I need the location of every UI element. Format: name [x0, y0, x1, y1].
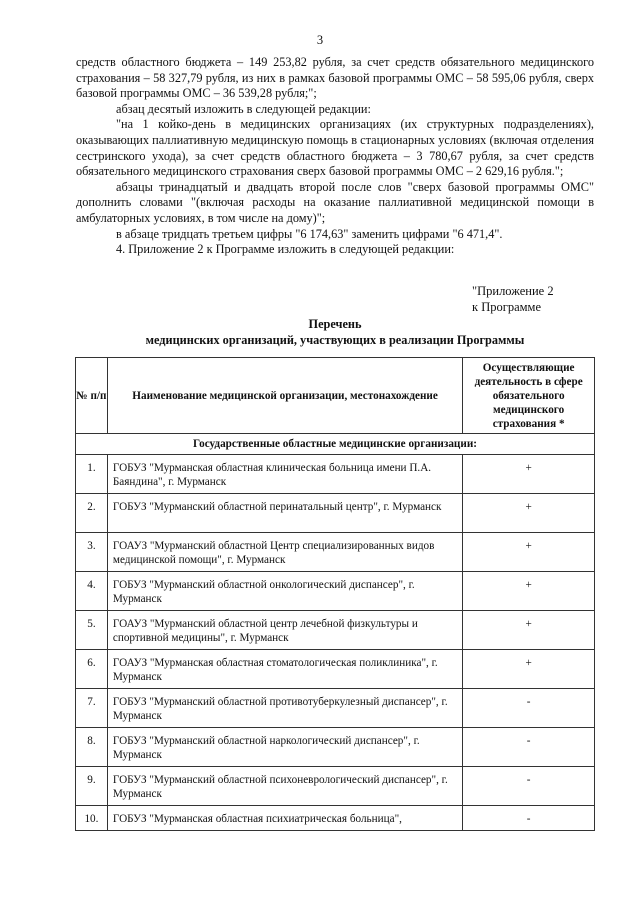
row-organization-name: ГОАУЗ "Мурманская областная стоматологическая поликлиника", г. Мурманск: [107, 650, 462, 689]
table-row: [76, 689, 595, 728]
row-oms-flag: -: [463, 689, 595, 728]
table-row: [76, 611, 595, 650]
appendix-reference-line2: к Программе: [472, 299, 542, 314]
row-oms-flag: -: [463, 728, 595, 767]
row-number: 4.: [76, 572, 108, 611]
row-oms-flag: -: [463, 767, 595, 806]
row-organization-name: ГОБУЗ "Мурманский областной перинатальный центр", г. Мурманск: [107, 494, 462, 533]
appendix-reference-line1: "Приложение 2: [472, 284, 554, 298]
paragraph-thirteenth-amendment: абзацы тринадцатый и двадцать второй после слов "сверх базовой программы ОМС" дополнить словами "(включая расходы на оказание паллиативной медицинской помощи в амбулаторных условиях, в том числе на дому)";: [76, 179, 594, 225]
row-number: 2.: [76, 494, 108, 533]
row-oms-flag: +: [463, 455, 595, 494]
paragraph-bed-day-costs: "на 1 койко-день в медицинских организациях (их структурных подразделениях), оказывающих паллиативную медицинскую помощь в стационарных условиях (включая отделения сестринского ухода), за счет средств областного бюджета – 3 780,67 рубля, за счет средств обязательного медицинского страхования сверх базовой программы ОМС – 2 629,16 рубля.";: [76, 117, 594, 179]
row-organization-name: ГОБУЗ "Мурманская областная клиническая больница имени П.А. Баяндина", г. Мурманск: [107, 455, 462, 494]
row-organization-name: ГОАУЗ "Мурманский областной центр лечебной физкультуры и спортивной медицины", г. Мурманск: [107, 611, 462, 650]
header-organization-name: Наименование медицинской организации, местонахождение: [107, 358, 462, 434]
appendix-reference: [472, 284, 554, 315]
table-row: [76, 806, 595, 831]
table-row: [76, 572, 595, 611]
row-number: 3.: [76, 533, 108, 572]
table-row: [76, 494, 595, 533]
document-body: [76, 55, 594, 258]
list-title-line1: Перечень: [308, 317, 362, 331]
list-title-line2: медицинских организаций, участвующих в реализации Программы: [145, 333, 525, 347]
row-organization-name: ГОБУЗ "Мурманский областной наркологический диспансер", г. Мурманск: [107, 728, 462, 767]
table-row: [76, 650, 595, 689]
row-organization-name: ГОБУЗ "Мурманская областная психиатрическая больница",: [107, 806, 462, 831]
row-organization-name: ГОАУЗ "Мурманский областной Центр специализированных видов медицинской помощи", г. Мурманск: [107, 533, 462, 572]
table-row: [76, 533, 595, 572]
row-organization-name: ГОБУЗ "Мурманский областной противотуберкулезный диспансер", г. Мурманск: [107, 689, 462, 728]
paragraph-budget-amounts: средств областного бюджета – 149 253,82 рубля, за счет средств обязательного медицинского страхования – 58 327,79 рубля, из них в рамках базовой программы ОМС – 58 595,06 рубля, сверх базовой программы ОМС – 36 539,28 рубля;";: [76, 55, 594, 101]
section-title: Государственные областные медицинские организации:: [76, 434, 595, 455]
list-title: [76, 316, 594, 348]
table-section-row: [76, 434, 595, 455]
row-oms-flag: +: [463, 611, 595, 650]
row-number: 7.: [76, 689, 108, 728]
table-row: [76, 455, 595, 494]
organizations-table: [75, 357, 595, 831]
table-row: [76, 767, 595, 806]
header-oms-participation: Осуществляющие деятельность в сфере обязательного медицинского страхования *: [463, 358, 595, 434]
row-oms-flag: +: [463, 533, 595, 572]
row-oms-flag: +: [463, 572, 595, 611]
paragraph-appendix-instruction: 4. Приложение 2 к Программе изложить в следующей редакции:: [116, 242, 455, 257]
paragraph-thirty-third-amendment: в абзаце тридцать третьем цифры "6 174,63" заменить цифрами "6 471,4".: [116, 226, 503, 241]
row-number: 6.: [76, 650, 108, 689]
row-oms-flag: -: [463, 806, 595, 831]
table-header-row: [76, 358, 595, 434]
row-organization-name: ГОБУЗ "Мурманский областной онкологический диспансер", г. Мурманск: [107, 572, 462, 611]
paragraph-tenth-amendment: абзац десятый изложить в следующей редакции:: [116, 101, 371, 116]
row-organization-name: ГОБУЗ "Мурманский областной психоневрологический диспансер", г. Мурманск: [107, 767, 462, 806]
row-number: 5.: [76, 611, 108, 650]
row-number: 9.: [76, 767, 108, 806]
row-oms-flag: +: [463, 650, 595, 689]
header-number: № п/п: [76, 358, 108, 434]
row-oms-flag: +: [463, 494, 595, 533]
row-number: 10.: [76, 806, 108, 831]
row-number: 1.: [76, 455, 108, 494]
table-row: [76, 728, 595, 767]
page-number: 3: [316, 33, 324, 47]
row-number: 8.: [76, 728, 108, 767]
